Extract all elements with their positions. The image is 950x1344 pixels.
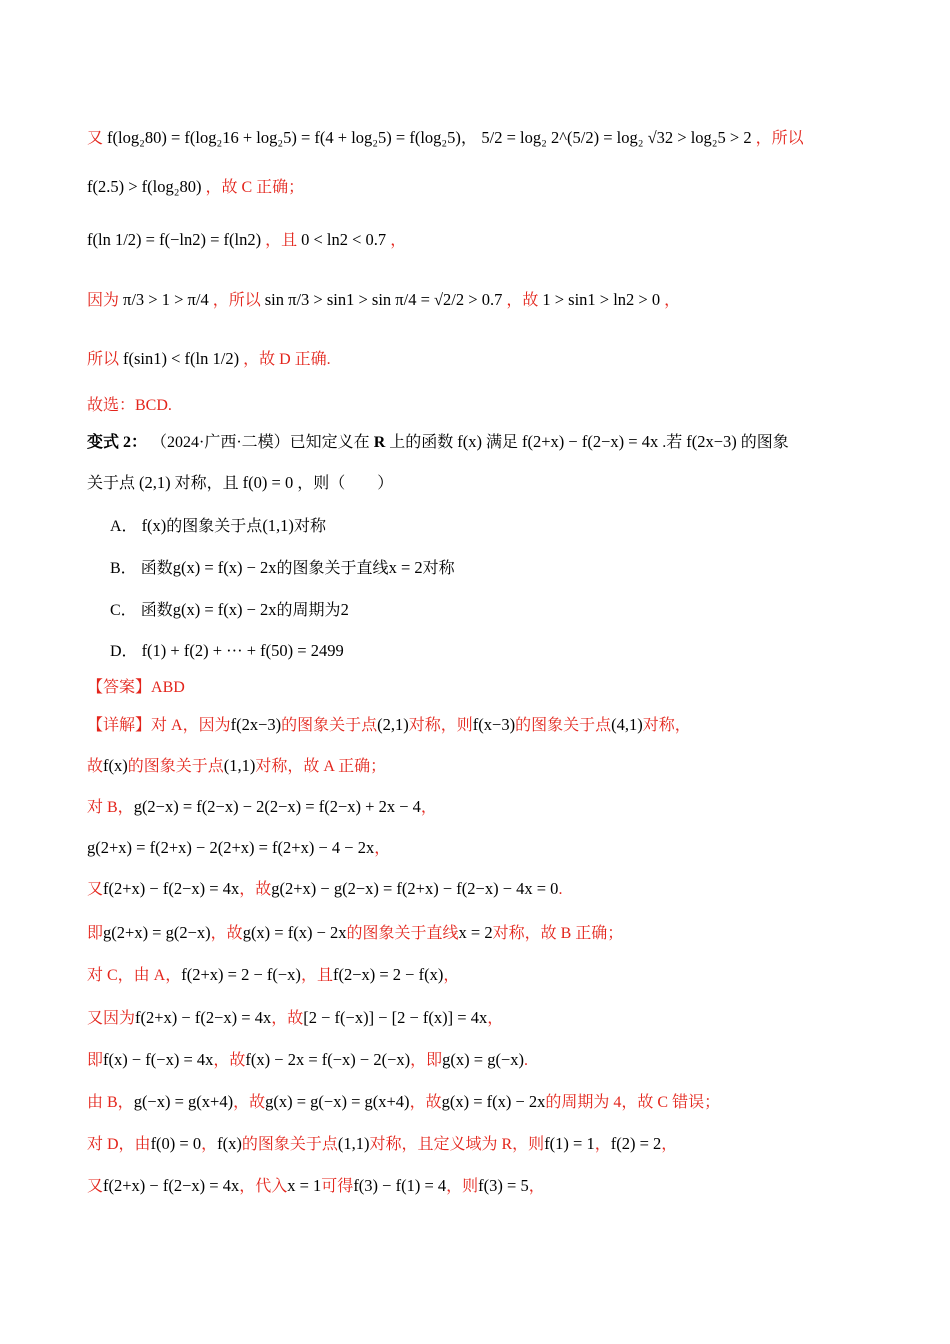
equation: f(2−x) = 2 − f(x) [332,965,444,984]
equation: f(sin1) < f(ln 1/2) [123,349,240,368]
text: 对 C，由 A， [87,967,182,984]
equation: f(2x−3) [230,715,282,734]
text: ，故 [239,881,272,898]
text: ， [390,232,407,249]
detail-tag: 【详解】 [87,717,152,734]
option-d [110,641,950,662]
text: ，故 [210,925,243,942]
equation: g(x) = g(−x) [442,1050,525,1069]
answer-value: ABD [151,679,185,696]
equation: 0 < ln2 < 0.7 [301,230,387,249]
solution-line-2 [87,177,950,198]
text: ，故 [213,1052,246,1069]
equation: f(2+x) − f(2−x) = 4x [135,1008,272,1027]
equation: x = 2 [458,923,493,942]
equation: [2 − f(−x)] − [2 − f(x)] = 4x [303,1008,488,1027]
text: ，故 [233,1094,266,1111]
equation: (2,1) [377,715,409,734]
text: 的图象关于点 [127,758,224,775]
text: ， [487,1010,504,1027]
text: 的图象 [740,434,789,451]
option-letter: A． [110,518,138,535]
text: 所以 [87,351,120,368]
problem-label: 变式 2： [87,434,148,451]
text: 对称，则 [408,717,473,734]
detail-line-7 [87,965,950,986]
detail-line-12 [87,1176,950,1197]
detail-line-5 [87,879,950,900]
text: 关于点 [87,475,136,492]
text: 又 [87,130,104,147]
equation: g(x) = f(x) − 2x [172,600,277,619]
text: ， [528,1178,545,1195]
solution-line-5 [87,349,950,370]
text: 可得 [321,1178,354,1195]
equation: g(2+x) − g(2−x) = f(2+x) − f(2−x) − 4x = 0 [271,879,559,898]
equation: g(2−x) = f(2−x) − 2(2−x) = f(2−x) + 2x − 4 [133,797,421,816]
equation: g(x) = f(x) − 2x [172,558,277,577]
text: 的图象关于点 [515,717,612,734]
text: ，则 [446,1178,479,1195]
equation: f(x) − f(−x) = 4x [103,1050,214,1069]
equation: g(x) = g(−x) = g(x+4) [265,1092,410,1111]
text: 对称，故 A 正确； [255,758,387,775]
text: ，所以 [755,130,804,147]
detail-line-1 [87,715,950,736]
text: ， [201,1136,218,1153]
option-letter: B． [110,560,137,577]
text: 对称，且 [174,475,239,492]
text: ， [443,967,460,984]
text: 对称，故 B 正确； [492,925,624,942]
text: ， [594,1136,611,1153]
text: ， [664,292,681,309]
text: ， [374,840,391,857]
option-b [110,558,950,579]
text: ， [661,1136,678,1153]
detail-line-6 [87,923,950,944]
text: 对 D，由 [87,1136,151,1153]
detail-line-3 [87,797,950,818]
text: ，故 [506,292,539,309]
equation: f(x) − 2x = f(−x) − 2(−x) [245,1050,411,1069]
problem-stem-line-2 [87,473,950,494]
text: ，代入 [239,1178,288,1195]
equation: (4,1) [611,715,643,734]
text: 对称 [293,518,326,535]
equation: f(2+x) − f(2−x) = 4x [103,879,240,898]
solution-line-3 [87,230,950,251]
equation: f(3) = 5 [478,1176,529,1195]
text: 上的函数 [389,434,454,451]
text: 的图象关于点 [241,1136,338,1153]
equation: f(x) [103,756,128,775]
equation: g(−x) = g(x+4) [133,1092,234,1111]
detail-line-4 [87,838,950,859]
text: . [524,1052,529,1069]
text: 由 B， [87,1094,134,1111]
equation: f(2+x) − f(2−x) = 4x [103,1176,240,1195]
text: ，所以 [212,292,261,309]
text: 对称， [642,717,691,734]
text: ，故 D 正确. [243,351,331,368]
equation: π/3 > 1 > π/4 [123,290,209,309]
text: 即 [87,1052,104,1069]
text: 又 [87,1178,104,1195]
text: ，且 [300,967,333,984]
text: .若 [662,434,683,451]
equation: f(0) = 0 [242,473,294,492]
equation: f(1) + f(2) + ··· + f(50) = 2499 [141,641,344,660]
option-c [110,600,950,621]
text: 的图象关于直线 [276,560,389,577]
text: ， [420,799,437,816]
equation: f(log₂80) = f(log₂16 + log₂5) = f(4 + log₂5) = f(log₂5)， [107,128,478,147]
text: ，故 C 正确； [205,179,305,196]
equation: f(x) [457,432,482,451]
real-set: R [373,434,386,451]
option-a [110,516,950,537]
solution-line-1 [87,128,950,149]
detail-line-8 [87,1008,950,1029]
text: 又 [87,881,104,898]
equation: (1,1) [337,1134,370,1153]
text: 因为 [87,292,120,309]
detail-line-10 [87,1092,950,1113]
detail-line-11 [87,1134,950,1155]
equation: g(x) = f(x) − 2x [441,1092,546,1111]
answer-line [87,678,950,698]
text: 故 [87,758,104,775]
equation: f(ln 1/2) = f(−ln2) = f(ln2) [87,230,262,249]
equation: f(2.5) > f(log₂80) [87,177,202,196]
text: 对称，且定义域为 R，则 [369,1136,545,1153]
text: ，则（ ） [297,475,394,492]
equation: x = 2 [388,558,423,577]
text: ，故 [409,1094,442,1111]
text: 函数 [140,602,173,619]
equation: f(x−3) [472,715,516,734]
text: 又因为 [87,1010,136,1027]
equation: 1 > sin1 > ln2 > 0 [542,290,661,309]
equation: (1,1) [223,756,256,775]
text: ，且 [265,232,298,249]
option-letter: C． [110,602,137,619]
problem-stem-line-1 [87,432,950,453]
equation: f(2x−3) [686,432,737,451]
equation: f(2+x) − f(2−x) = 4x [522,432,659,451]
text: 对 A，因为 [151,717,231,734]
text: 的周期为 [276,602,341,619]
equation: 2 [340,600,349,619]
text: . [558,881,563,898]
equation: f(1) = 1 [544,1134,595,1153]
text: （2024·广西·二模）已知定义在 [151,434,370,451]
equation: (2,1) [139,473,171,492]
equation: f(x) [141,516,167,535]
equation: (1,1) [262,516,294,535]
equation: f(3) − f(1) = 4 [353,1176,447,1195]
equation: f(2) = 2 [610,1134,662,1153]
equation: g(x) = f(x) − 2x [242,923,347,942]
detail-line-9 [87,1050,950,1071]
answer-tag: 【答案】 [87,679,152,696]
solution-line-4 [87,290,950,311]
text: 的图象关于直线 [346,925,459,942]
text: 对称 [422,560,455,577]
text: ，即 [410,1052,443,1069]
equation: 5/2 = log₂ 2^(5/2) = log₂ √32 > log₂5 > 2 [481,128,752,147]
text: 的图象关于点 [166,518,263,535]
text: 函数 [140,560,173,577]
text: ，故 [271,1010,304,1027]
option-letter: D． [110,643,138,660]
equation: f(x) [217,1134,242,1153]
equation: f(0) = 0 [150,1134,202,1153]
text: 的图象关于点 [281,717,378,734]
equation: x = 1 [287,1176,322,1195]
equation: f(2+x) = 2 − f(−x) [181,965,301,984]
final-choice: 故选：BCD. [87,397,172,414]
equation: sin π/3 > sin1 > sin π/4 = √2/2 > 0.7 [264,290,503,309]
detail-line-2 [87,756,950,777]
equation: g(2+x) = f(2+x) − 2(2+x) = f(2+x) − 4 − 2x [87,838,375,857]
text: 满足 [486,434,519,451]
text: 对 B， [87,799,134,816]
text: 的周期为 4，故 C 错误； [545,1094,721,1111]
text: 即 [87,925,104,942]
equation: g(2+x) = g(2−x) [103,923,211,942]
